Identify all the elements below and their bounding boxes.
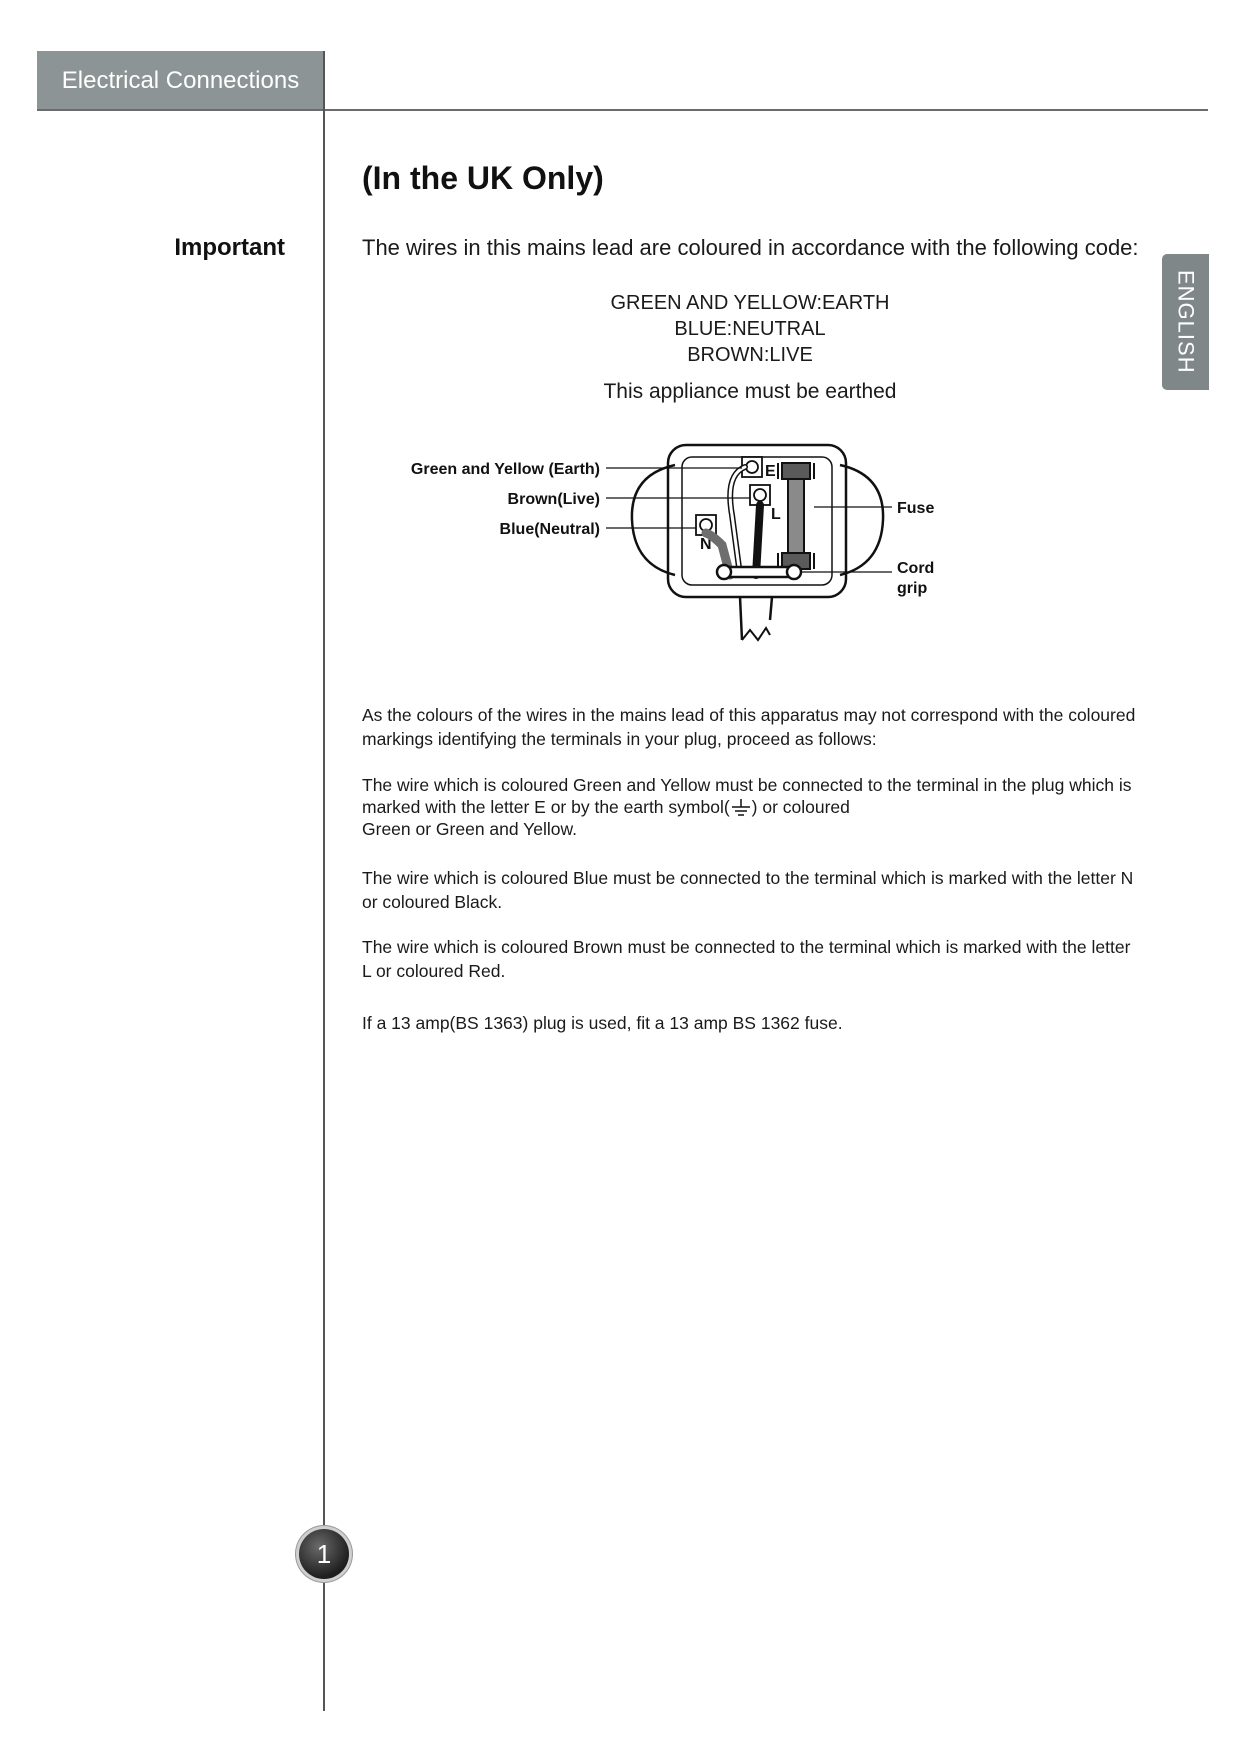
- label-cord-grip-line2: grip: [897, 580, 928, 597]
- terminal-letter-live: L: [771, 506, 781, 523]
- terminal-letter-earth: E: [765, 463, 776, 480]
- leader-lines: [606, 468, 892, 572]
- plug-wiring-diagram: [400, 435, 960, 660]
- page-number-badge: [299, 1529, 349, 1579]
- label-live-wire: Brown(Live): [507, 491, 600, 508]
- paragraph-earth-wire-text-c: Green or Green and Yellow.: [362, 819, 578, 840]
- wire-code-neutral: BLUE:NEUTRAL: [674, 318, 826, 340]
- important-label: Important: [174, 234, 285, 261]
- label-cord-grip-line1: Cord: [897, 560, 935, 577]
- wire-code-list: [560, 290, 940, 368]
- page-number: 1: [316, 1538, 332, 1569]
- fuse-icon: [778, 463, 814, 569]
- earthed-note: This appliance must be earthed: [603, 380, 897, 403]
- earth-symbol-icon: [730, 798, 752, 818]
- label-fuse: Fuse: [897, 500, 935, 517]
- label-earth-wire: Green and Yellow (Earth): [410, 461, 600, 478]
- terminal-letter-neutral: N: [700, 536, 712, 553]
- language-tab: [1162, 254, 1209, 390]
- paragraph-blue-wire: The wire which is coloured Blue must be connected to the terminal which is marked with the letter N or coloured Black.: [362, 868, 1134, 912]
- paragraph-brown-wire: The wire which is coloured Brown must be connected to the terminal which is marked with the letter L or coloured Red.: [362, 937, 1131, 981]
- header-divider: [37, 109, 1208, 111]
- paragraph-earth-wire-text-b: ) or coloured: [751, 797, 850, 817]
- paragraph-earth-wire: [362, 774, 1142, 840]
- wire-code-earth: GREEN AND YELLOW:EARTH: [610, 292, 890, 314]
- intro-text: The wires in this mains lead are coloured in accordance with the following code:: [362, 235, 1139, 260]
- margin-divider: [323, 51, 325, 1711]
- section-header-label: Electrical Connections: [61, 66, 300, 94]
- label-neutral-wire: Blue(Neutral): [499, 521, 600, 538]
- paragraph-fuse-rating: If a 13 amp(BS 1363) plug is used, fit a 13 amp BS 1362 fuse.: [362, 1013, 843, 1033]
- language-tab-label: ENGLISH: [1173, 270, 1199, 374]
- section-header-tab: [37, 51, 324, 110]
- cord-grip-icon: [717, 565, 801, 579]
- paragraph-earth-wire-text-a: The wire which is coloured Green and Yellow must be connected to the terminal in the plug which is marked with the letter E or by the earth symbol(: [362, 775, 1132, 817]
- page-title: (In the UK Only): [362, 160, 604, 196]
- paragraph-colour-mismatch: As the colours of the wires in the mains lead of this apparatus may not correspond with the coloured markings identifying the terminals in your plug, proceed as follows:: [362, 705, 1136, 749]
- wire-code-live: BROWN:LIVE: [687, 344, 813, 366]
